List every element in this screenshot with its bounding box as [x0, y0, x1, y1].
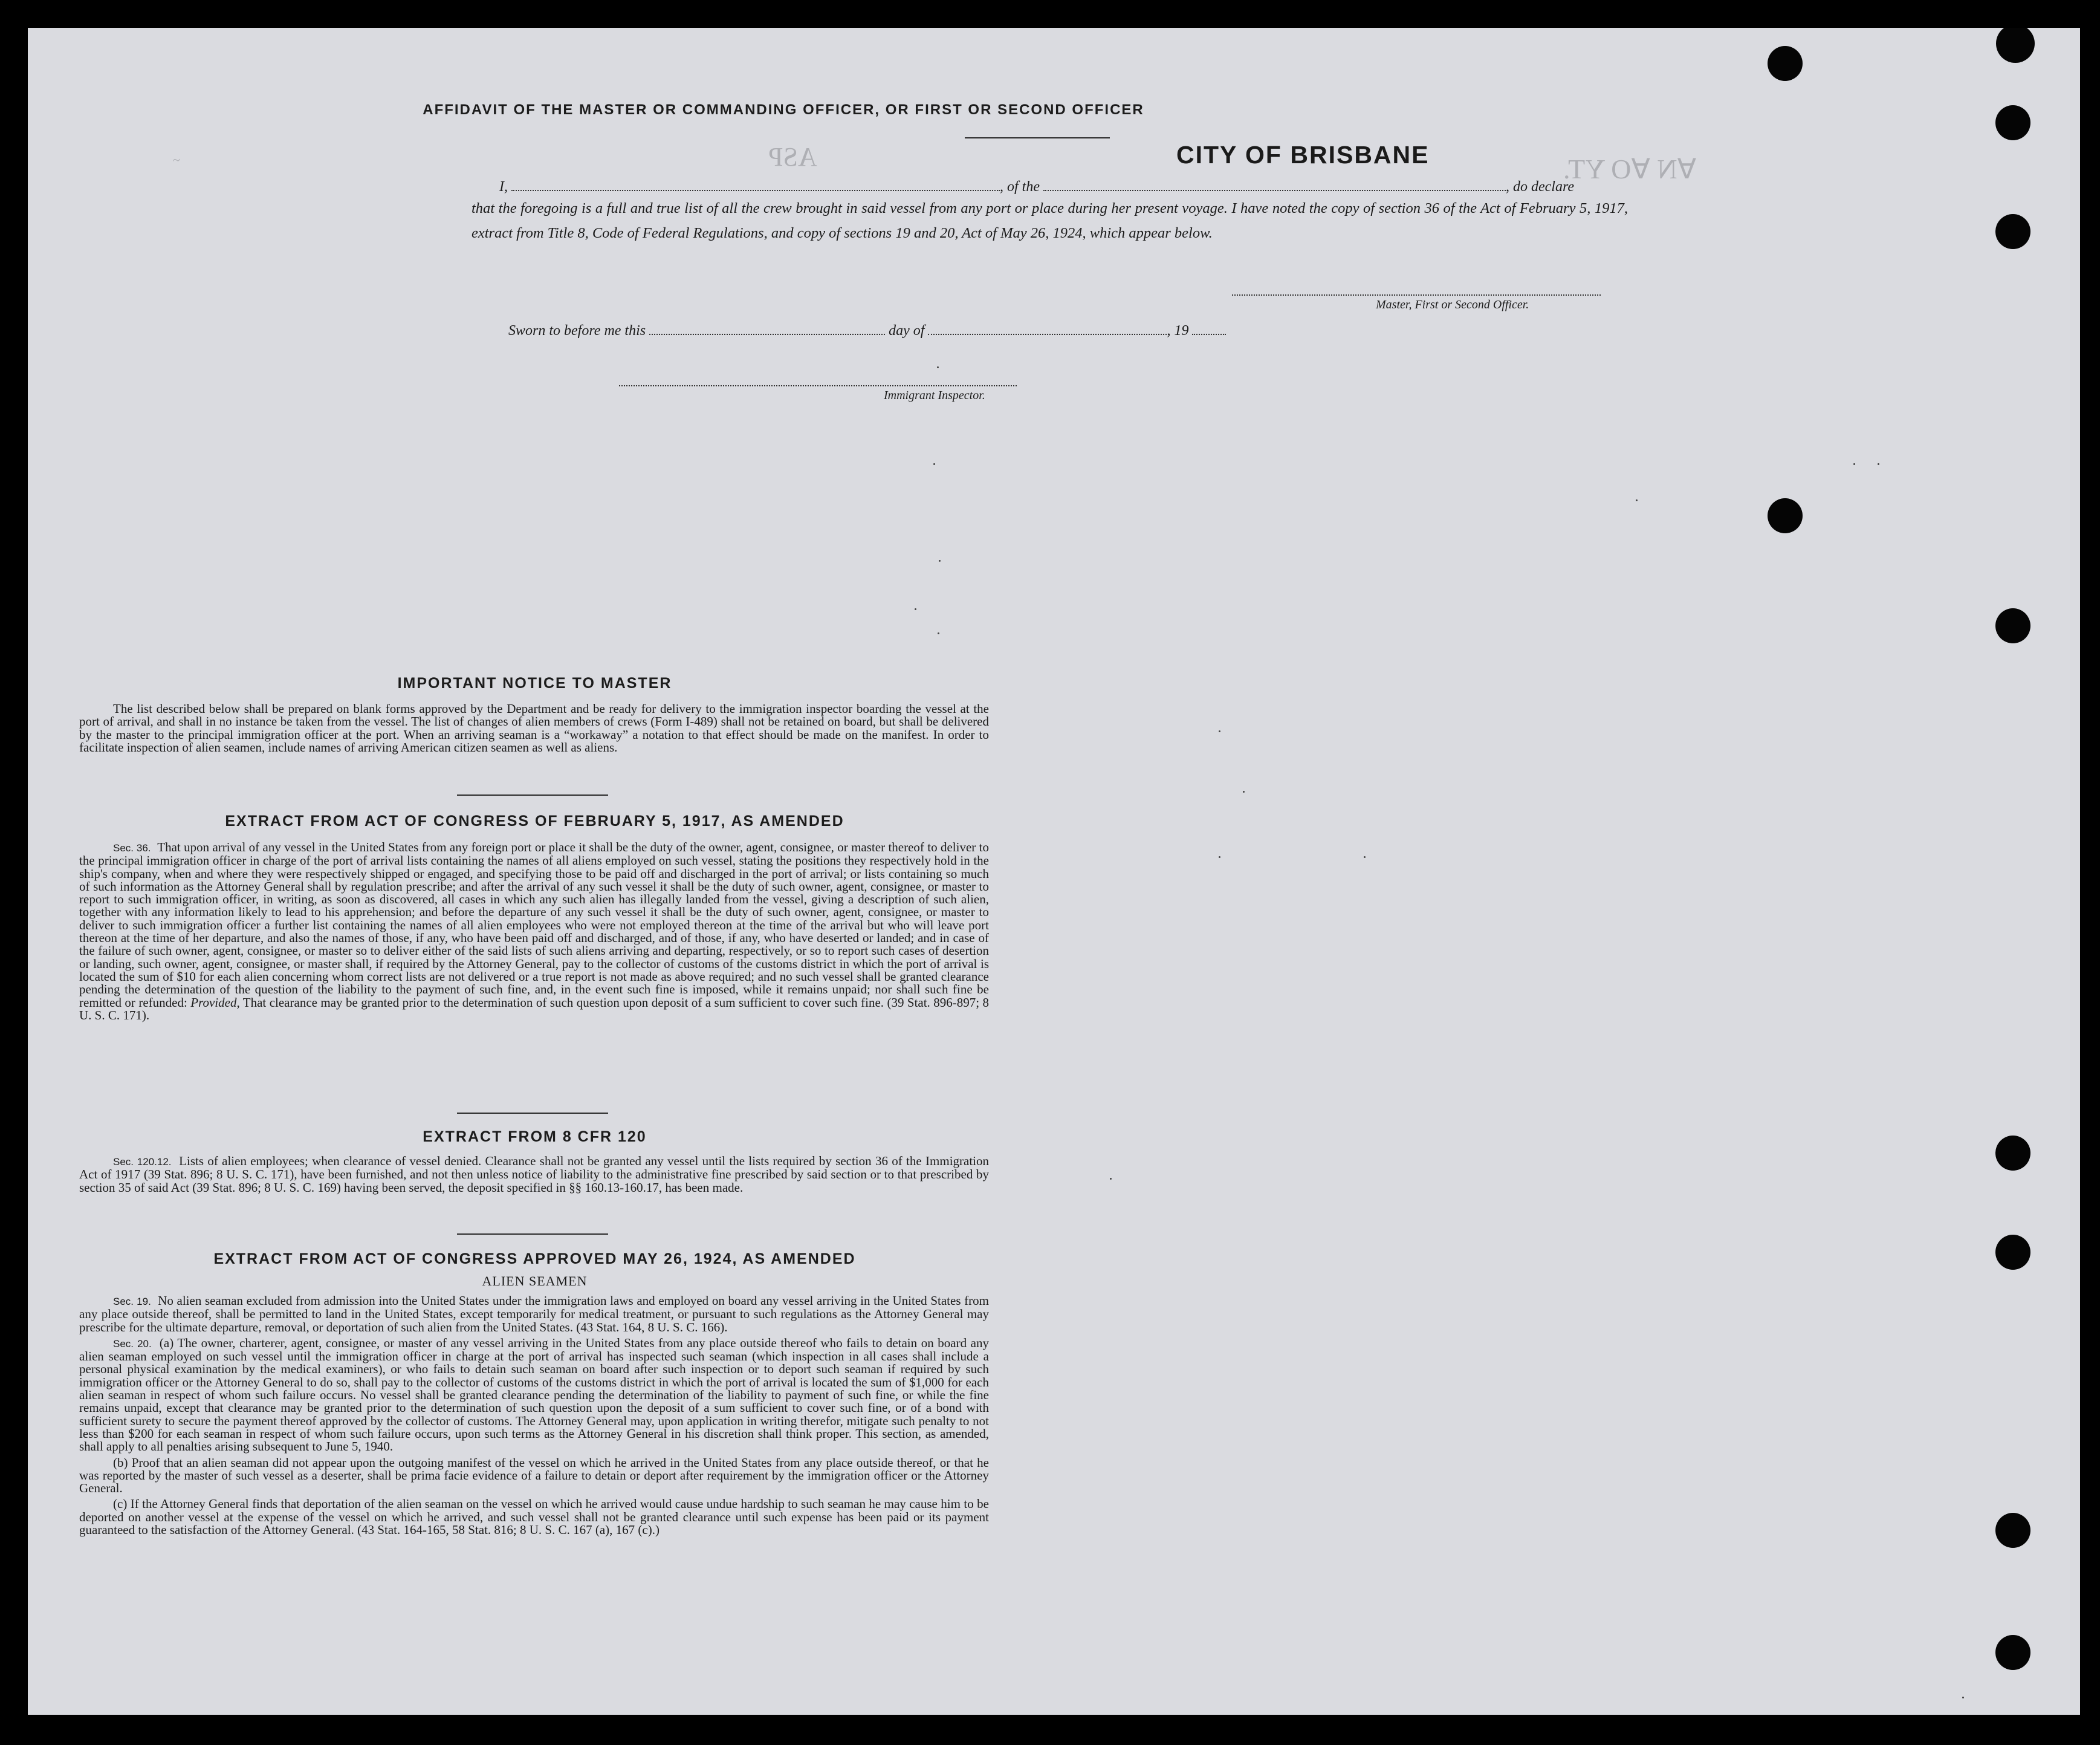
sworn-label: Sworn to before me this	[508, 323, 646, 339]
extract-1917-title: EXTRACT FROM ACT OF CONGRESS OF FEBRUARY 5, 1917, AS AMENDED	[225, 813, 844, 830]
master-signature-line	[1232, 294, 1601, 296]
section-divider	[457, 1113, 608, 1114]
extract-cfr-title: EXTRACT FROM 8 CFR 120	[423, 1128, 647, 1145]
punch-hole	[1768, 46, 1803, 81]
speck	[1636, 499, 1638, 501]
extract-cfr-text: Sec. 120.12. Lists of alien employees; when clearance of vessel denied. Clearance shall not be granted any vessel until the lists required by section 36 of the Immigration Act of 1917 (39 Stat. 896; 8 U. S. C. 171), have been furnished, and not then unless notice of liability to the administrative fine prescribed by said section or to that prescribed by section 35 of said Act (39 Stat. 896; 8 U. S. C. 169) having been served, the deposit specified in §§ 160.13-160.17, has been made.	[79, 1154, 990, 1195]
day-blank	[649, 333, 885, 335]
of-the-label: , of the	[1000, 179, 1040, 195]
extract-1924-title: EXTRACT FROM ACT OF CONGRESS APPROVED MAY 26, 1924, AS AMENDED	[213, 1250, 856, 1267]
extract-1924-text: Sec. 19. No alien seaman excluded from admission into the United States under the immigration laws and employed on board any vessel arriving in the United States from any place outside thereof, shall be permitted to land in the United States, except temporarily for medical treatment, or pursuant to such regulations as the Attorney General may prescribe for the ultimate departure, removal, or deportation of such alien from the United States. (43 Stat. 164, 8 U. S. C. 166). Sec. 20. (a) The owner, charterer, agent, consignee, or master of any vessel arriving in the United States from any place outside thereof who fails to detain on board any alien seaman employed on such vessel until the immigration officer in charge at the port of arrival has inspected such seaman (which inspection in all cases shall include a personal physical examination by the medical examiners), or who fails to detain such seaman on board after such inspection or to deport such seaman if required by such immigration officer or the Attorney General to do so, shall pay to the collector of customs of the customs district in which the port of arrival is located the sum of $1,000 for each alien seaman in respect of whom such failure occurs. No vessel shall be granted clearance pending the determination of the liability to payment of such fine, or while the fine remains unpaid, except that clearance may be granted prior to the determination of such question upon the deposit of a sum sufficient to cover such fine, or of a bond with sufficient surety to secure the payment thereof approved by the collector of customs. The Attorney General may, upon application in writing therefor, mitigate such penalty to not less than $200 for each seaman in respect of whom such failure occurs, upon such terms as the Attorney General in his discretion shall think proper. This section, as amended, shall apply to all penalties arising subsequent to June 5, 1940. (b) Proof that an alien seaman did not appear upon the outgoing manifest of the vessel on which he arrived in the United States from any place outside thereof, or that he was reported by the master of such vessel as a deserter, shall be prima facie evidence of a failure to detain or deport after requirement by the immigration officer or the Attorney General. (c) If the Attorney General finds that deportation of the alien seaman on the vessel on which he arrived would cause undue hardship to such seaman he may cause him to be deported on another vessel at the expense of the vessel on which he arrived, and such vessel shall not be granted clearance until such expense has been paid or its payment guaranteed to the satisfaction of the Attorney General. (43 Stat. 164-165, 58 Stat. 816; 8 U. S. C. 167 (a), 167 (c).)	[79, 1293, 990, 1538]
speck	[1219, 730, 1220, 732]
punch-hole	[1995, 1136, 2030, 1171]
speck	[939, 560, 941, 562]
punch-hole	[1996, 28, 2035, 63]
speck	[1219, 856, 1220, 858]
speck	[1962, 1697, 1964, 1698]
year-blank	[1192, 333, 1226, 335]
sworn-line	[508, 323, 1226, 339]
vessel-blank	[1043, 189, 1506, 191]
bleed-through-mark: ~	[173, 152, 180, 167]
speck	[915, 608, 916, 610]
sec-19-label: Sec. 19.	[113, 1296, 151, 1307]
day-of-label: day of	[889, 323, 925, 339]
speck	[938, 632, 939, 634]
month-blank	[928, 333, 1167, 335]
document-page	[28, 28, 2080, 1715]
punch-hole	[1995, 105, 2030, 140]
affidavit-title: AFFIDAVIT OF THE MASTER OR COMMANDING OFFICER, OR FIRST OR SECOND OFFICER	[423, 102, 1144, 118]
notice-text: The list described below shall be prepared on blank forms approved by the Department and be ready for delivery to the immigration inspector boarding the vessel at the port of arrival, and shall in no instance be taken from the vessel. The list of changes of alien members of crews (Form I-489) shall not be retained on board, but shall be delivered by the master to the principal immigration officer at the port. When an arriving seaman is a “workaway” a notation to that effect should be made on the manifest. In order to facilitate inspection of alien seamen, include names of arriving American citizen seamen as well as aliens.	[79, 701, 989, 755]
inspector-signature-line	[619, 385, 1017, 386]
alien-seamen-subtitle: ALIEN SEAMEN	[482, 1273, 588, 1288]
i-label: I,	[499, 179, 508, 195]
punch-hole	[1995, 1635, 2030, 1670]
do-declare-label: , do declare	[1506, 179, 1575, 195]
speck	[1853, 463, 1855, 465]
punch-hole	[1768, 498, 1803, 533]
notice-title: IMPORTANT NOTICE TO MASTER	[397, 675, 672, 692]
speck	[933, 463, 935, 465]
speck	[1110, 1178, 1112, 1180]
bleed-through-mark: ASP	[768, 142, 817, 172]
year-label: , 19	[1167, 323, 1189, 339]
speck	[1243, 791, 1245, 793]
master-caption: Master, First or Second Officer.	[1376, 298, 1529, 311]
punch-hole	[1995, 214, 2030, 249]
affidavit-declaration-line	[499, 179, 1627, 195]
punch-hole	[1995, 1513, 2030, 1548]
speck	[1878, 463, 1879, 465]
title-underline	[965, 137, 1110, 138]
sec-36-label: Sec. 36.	[113, 842, 151, 854]
name-blank	[511, 189, 1000, 191]
vessel-name-stamp: CITY OF BRISBANE	[1176, 141, 1430, 169]
section-divider	[457, 795, 608, 796]
punch-hole	[1995, 608, 2030, 643]
sec-120-label: Sec. 120.12.	[113, 1156, 172, 1168]
speck	[1364, 856, 1366, 858]
affidavit-declaration-text: that the foregoing is a full and true list of all the crew brought in said vessel from any port or place during her present voyage. I have noted the copy of section 36 of the Act of February 5, 1917, extract from Title 8, Code of Federal Regulations, and copy of sections 19 and 20, Act of May 26, 1924, which appear below.	[472, 200, 1628, 241]
speck	[937, 366, 939, 368]
extract-1917-text: Sec. 36. That upon arrival of any vessel in the United States from any foreign port or place it shall be the duty of the owner, agent, consignee, or master thereof to deliver to the principal immigration officer in charge of the port of arrival lists containing the names of all aliens employed on such vessel, stating the positions they respectively hold in the ship's company, when and where they were respectively shipped or engaged, and specifying those to be paid off and discharged in the port of arrival; or lists containing so much of such information as the Attorney General shall by regulation prescribe; and after the arrival of any such vessel it shall be the duty of such owner, agent, consignee, or master to report to such immigration officer, in writing, as soon as discovered, all cases in which any such alien has illegally landed from the vessel, giving a description of such alien, together with any information likely to lead to his apprehension; and before the departure of any such vessel it shall be the duty of such owner, agent, consignee, or master to deliver to such immigration officer a further list containing the names of all alien employees who were not employed thereon at the time of the arrival but who will leave port thereon at the time of her departure, and also the names of those, if any, who have been paid off and discharged, and of those, if any, who have deserted or landed; and in case of the failure of such owner, agent, consignee, or master so to deliver either of the said lists of such aliens arriving and departing, respectively, or so to report such cases of desertion or landing, such owner, agent, consignee, or master shall, if required by the Attorney General, pay to the collector of customs of the customs district in which the port of arrival is located the sum of $10 for each alien concerning whom correct lists are not delivered or a true report is not made as above required; and no such vessel shall be granted clearance pending the determination of the question of the liability to the payment of such fine, and, in the event such fine is imposed, while it remains unpaid; nor shall such fine be remitted or refunded: Provided, That clearance may be granted prior to the determination of such question upon deposit of a sum sufficient to cover such fine. (39 Stat. 896-897; 8 U. S. C. 171).	[79, 840, 990, 1022]
section-divider	[457, 1233, 608, 1235]
sec-20-label: Sec. 20.	[113, 1337, 152, 1350]
inspector-caption: Immigrant Inspector.	[884, 389, 985, 402]
punch-hole	[1995, 1235, 2030, 1270]
bleed-through-mark: ∀N ∀O YT.	[1563, 154, 1697, 184]
